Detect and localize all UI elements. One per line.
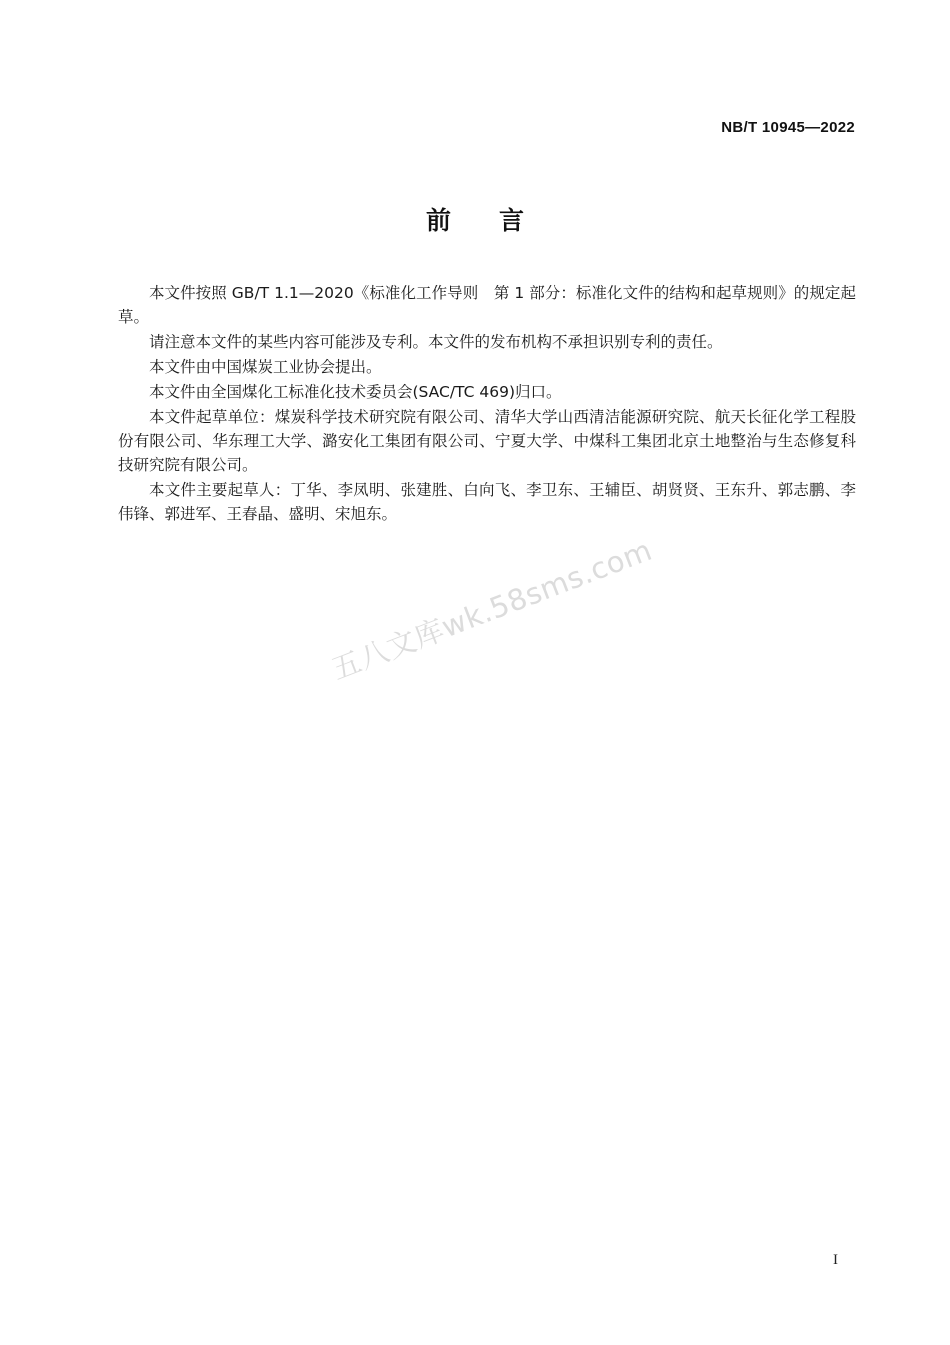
- paragraph-proposer: 本文件由中国煤炭工业协会提出。: [149, 358, 382, 376]
- standard-code: NB/T 10945—2022: [721, 119, 855, 136]
- page-number: I: [833, 1252, 838, 1268]
- paragraph-drafting-units: 本文件起草单位：煤炭科学技术研究院有限公司、清华大学山西清洁能源研究院、航天长征化学工程股份有限公司、华东理工大学、潞安化工集团有限公司、宁夏大学、中煤科工集团北京土地整治与生态修复科技研究院有限公司。: [118, 408, 856, 474]
- foreword-body: [118, 281, 856, 527]
- paragraph-drafting-rules: 本文件按照 GB/T 1.1—2020《标准化工作导则 第 1 部分：标准化文件的结构和起草规则》的规定起草。: [118, 284, 856, 326]
- paragraph-patent-notice: 请注意本文件的某些内容可能涉及专利。本文件的发布机构不承担识别专利的责任。: [149, 333, 723, 351]
- paragraph-committee: 本文件由全国煤化工标准化技术委员会(SAC/TC 469)归口。: [149, 383, 562, 401]
- page-title: 前言: [425, 206, 572, 235]
- paragraph-drafters: 本文件主要起草人：丁华、李凤明、张建胜、白向飞、李卫东、王辅臣、胡贤贤、王东升、郭志鹏、李伟锋、郭进军、王春晶、盛明、宋旭东。: [118, 481, 856, 523]
- watermark: 五八文库wk.58sms.com: [326, 532, 657, 687]
